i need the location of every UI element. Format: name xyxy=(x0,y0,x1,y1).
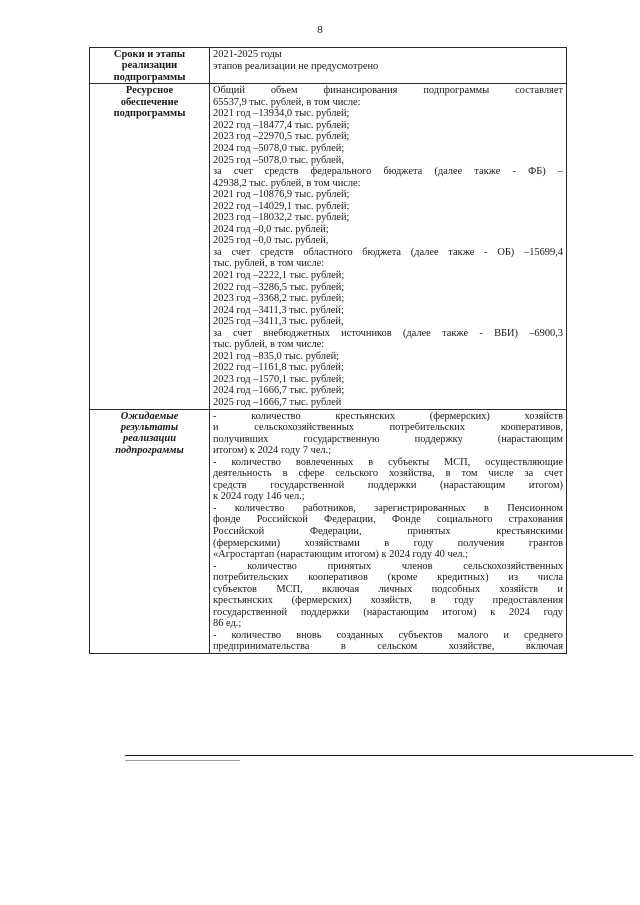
content-line: 2022 год –18477,4 тыс. рублей; xyxy=(213,119,350,131)
footer-rule-short xyxy=(125,760,240,761)
content-line: 2023 год –3368,2 тыс. рублей; xyxy=(213,293,345,305)
table-row xyxy=(90,48,567,84)
content-line: - количество принятых членов сельскохозяйственных xyxy=(213,560,563,572)
content-line: 2022 год –14029,1 тыс. рублей; xyxy=(213,200,350,212)
content-line: 2024 год –3411,3 тыс. рублей; xyxy=(213,304,344,316)
content-line: - количество работников, зарегистрированных в Пенсионном xyxy=(213,502,563,514)
content-line: 2022 год –3286,5 тыс. рублей; xyxy=(213,281,345,293)
row-label-line: реализации xyxy=(122,433,177,445)
content-line: получивших государственную поддержку (нарастающим xyxy=(213,433,563,445)
page-number: 8 xyxy=(317,24,323,36)
content-line: потребительских кооперативов (кроме кредитных) из числа xyxy=(213,572,563,584)
row-label-line: реализации xyxy=(121,60,178,72)
content-line: 2025 год –0,0 тыс. рублей, xyxy=(213,235,329,247)
row-label-line: подпрограммы xyxy=(113,71,186,83)
row-content xyxy=(210,409,567,653)
content-line: и сельскохозяйственных потребительских кооперативов, xyxy=(213,422,563,434)
content-line: 2021-2025 годы xyxy=(213,49,282,60)
content-line: деятельность в сфере сельского хозяйства, в том числе за счет xyxy=(213,468,563,480)
content-line: 2021 год –835,0 тыс. рублей; xyxy=(213,350,340,362)
row-content xyxy=(210,84,567,409)
content-line: 2023 год –18032,2 тыс. рублей; xyxy=(213,212,350,224)
row-label-line: результаты xyxy=(120,421,179,433)
row-label-line: подпрограммы xyxy=(115,444,184,456)
content-line: «Агростартап (нарастающим итогом) к 2024 году 40 чел.; xyxy=(213,549,468,561)
content-line: - количество вновь созданных субъектов малого и среднего xyxy=(213,629,563,641)
content-line: 2021 год –13934,0 тыс. рублей; xyxy=(213,108,350,120)
content-line: 2024 год –0,0 тыс. рублей; xyxy=(213,223,329,235)
footer-rule xyxy=(125,755,633,756)
content-line: фонде Российской Федерации, Фонде социального страхования xyxy=(213,514,563,526)
content-line: 42938,2 тыс. рублей, в том числе: xyxy=(213,177,361,189)
content-line: - количество крестьянских (фермерских) хозяйств xyxy=(213,410,563,422)
table-row xyxy=(90,84,567,409)
content-line: 65537,9 тыс. рублей, в том числе: xyxy=(213,96,361,108)
row-label-line: обеспечение xyxy=(120,96,179,108)
content-line: Общий объем финансирования подпрограммы составляет xyxy=(213,85,563,97)
content-line: за счет средств федерального бюджета (далее также - ФБ) – xyxy=(213,166,563,178)
content-line: за счет внебюджетных источников (далее также - ВБИ) –6900,3 xyxy=(213,327,563,339)
content-line: 2024 год –5078,0 тыс. рублей; xyxy=(213,142,345,154)
content-line: предпринимательства в сельском хозяйстве, включая xyxy=(213,641,563,653)
content-line: этапов реализации не предусмотрено xyxy=(213,60,379,72)
content-line: Российской Федерации, принятых крестьянскими xyxy=(213,526,563,537)
passport-table xyxy=(89,47,567,654)
content-line: к 2024 году 146 чел.; xyxy=(213,491,305,503)
row-label-line: Сроки и этапы xyxy=(113,49,186,60)
content-line: 2025 год –1666,7 тыс. рублей xyxy=(213,396,342,408)
content-line: 2025 год –5078,0 тыс. рублей, xyxy=(213,154,344,166)
row-label-line: подпрограммы xyxy=(113,108,186,120)
content-line: за счет средств областного бюджета (далее также - ОБ) –15699,4 xyxy=(213,246,563,258)
content-line: 2024 год –1666,7 тыс. рублей; xyxy=(213,385,345,397)
content-line: 2025 год –3411,3 тыс. рублей, xyxy=(213,316,344,328)
row-content xyxy=(210,48,567,84)
content-line: итогом) к 2024 году 7 чел.; xyxy=(213,445,332,457)
content-line: 2022 год –1161,8 тыс. рублей; xyxy=(213,362,344,374)
row-label-line: Ожидаемые xyxy=(120,410,179,422)
content-line: 86 ед.; xyxy=(213,618,242,630)
row-label xyxy=(90,84,210,409)
row-label xyxy=(90,48,210,84)
content-line: 2021 год –10876,9 тыс. рублей; xyxy=(213,189,350,201)
row-label-line: Ресурсное xyxy=(125,85,174,97)
content-line: государственной поддержки (нарастающим итогом) к 2024 году xyxy=(213,606,563,618)
content-line: средств государственной поддержки (нарастающим итогом) xyxy=(213,479,563,491)
content-line: тыс. рублей, в том числе: xyxy=(213,258,325,270)
content-line: крестьянских (фермерских) хозяйств, в году предоставления xyxy=(213,595,563,607)
content-line: тыс. рублей, в том числе: xyxy=(213,339,325,351)
content-line: (фермерскими) хозяйствами в году получения грантов xyxy=(213,537,563,549)
content-line: - количество вовлеченных в субъекты МСП, осуществляющие xyxy=(213,456,563,468)
content-line: субъектов МСП, включая личных подсобных хозяйств и xyxy=(213,583,563,595)
content-line: 2021 год –2222,1 тыс. рублей; xyxy=(213,269,345,281)
table-row xyxy=(90,409,567,653)
row-label xyxy=(90,409,210,653)
content-line: 2023 год –1570,1 тыс. рублей; xyxy=(213,373,345,385)
content-line: 2023 год –22970,5 тыс. рублей; xyxy=(213,131,350,143)
